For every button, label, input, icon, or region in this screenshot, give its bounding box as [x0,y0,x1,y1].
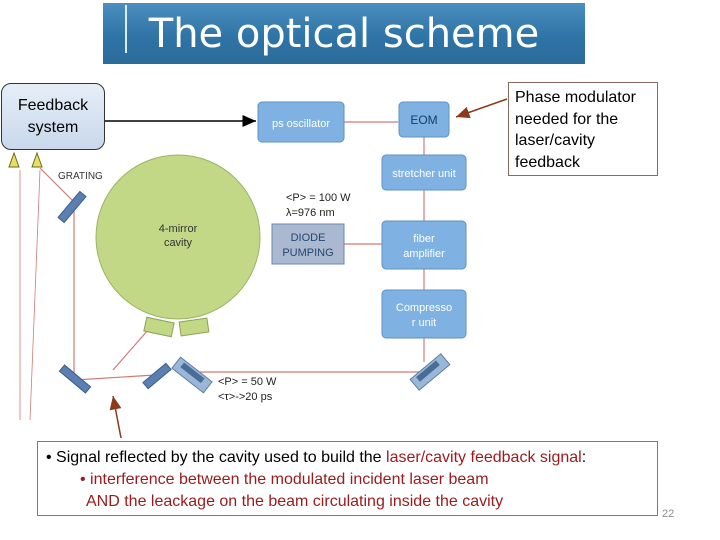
ps-oscillator-box [258,102,344,142]
beam-cavity-out [113,330,148,370]
power-100-label: <P> = 100 W [286,192,351,204]
power-50-label: <P> = 50 W [218,376,277,388]
cavity-mirror-right [179,318,209,336]
beam-bottom-left [75,375,155,380]
eom-box [399,102,449,137]
signal-line-1-suffix: : [581,449,587,466]
compressor-label-2: r unit [411,317,437,329]
cavity-mirror-left [144,317,174,337]
stretcher-box [382,155,466,190]
fiber-amp-label-1: fiber [413,233,435,245]
mirror-mount-center [172,357,212,393]
photodiode-1 [9,153,19,167]
grating-label: GRATING [58,171,103,182]
signal-line-1-highlight: laser/cavity feedback signal [386,449,582,466]
grating-mirror [58,191,86,222]
signal-callout [37,441,658,516]
signal-arrow [113,396,121,438]
pulse-duration-label: <τ>->20 ps [218,391,273,403]
phase-line-1: Phase modulator [515,89,636,106]
feedback-system-box [1,83,105,150]
stretcher-label: stretcher unit [392,168,456,180]
diode-pumping-box [272,224,344,264]
signal-line-3: AND the leackage on the beam circulating inside the cavity [86,493,504,510]
diode-label-2: PUMPING [282,247,334,259]
phase-modulator-callout [508,82,658,176]
page-number: 22 [662,508,675,520]
compressor-box [382,290,466,338]
cavity-label-2: cavity [163,237,193,249]
fiber-amp-label-2: amplifier [403,248,445,260]
cavity-label-1: 4-mirror [158,223,198,235]
photodiode-2 [32,153,42,167]
phase-line-2: needed for the [515,110,619,128]
phase-modulator-arrow [456,99,507,117]
signal-line-1 [46,447,657,469]
feedback-label-2: system [27,118,79,136]
diode-label-1: DIODE [290,232,326,244]
phase-line-4: feedback [515,153,580,171]
feedback-label-1: Feedback [17,96,89,114]
slide-title: The optical scheme [148,11,540,57]
eom-label: EOM [410,113,438,127]
wavelength-label: λ=976 nm [286,207,335,219]
phase-line-3: laser/cavity [515,132,596,149]
signal-line-1-prefix: • Signal reflected by the cavity used to build the [46,449,387,466]
beam-far-left-2 [30,170,40,420]
four-mirror-cavity [96,155,260,337]
signal-line-2: • interference between the modulated incident laser beam [80,471,489,488]
fiber-amplifier-box [382,221,466,269]
ps-oscillator-label: ps oscillator [271,118,331,130]
compressor-label-1: Compresso [395,302,453,314]
